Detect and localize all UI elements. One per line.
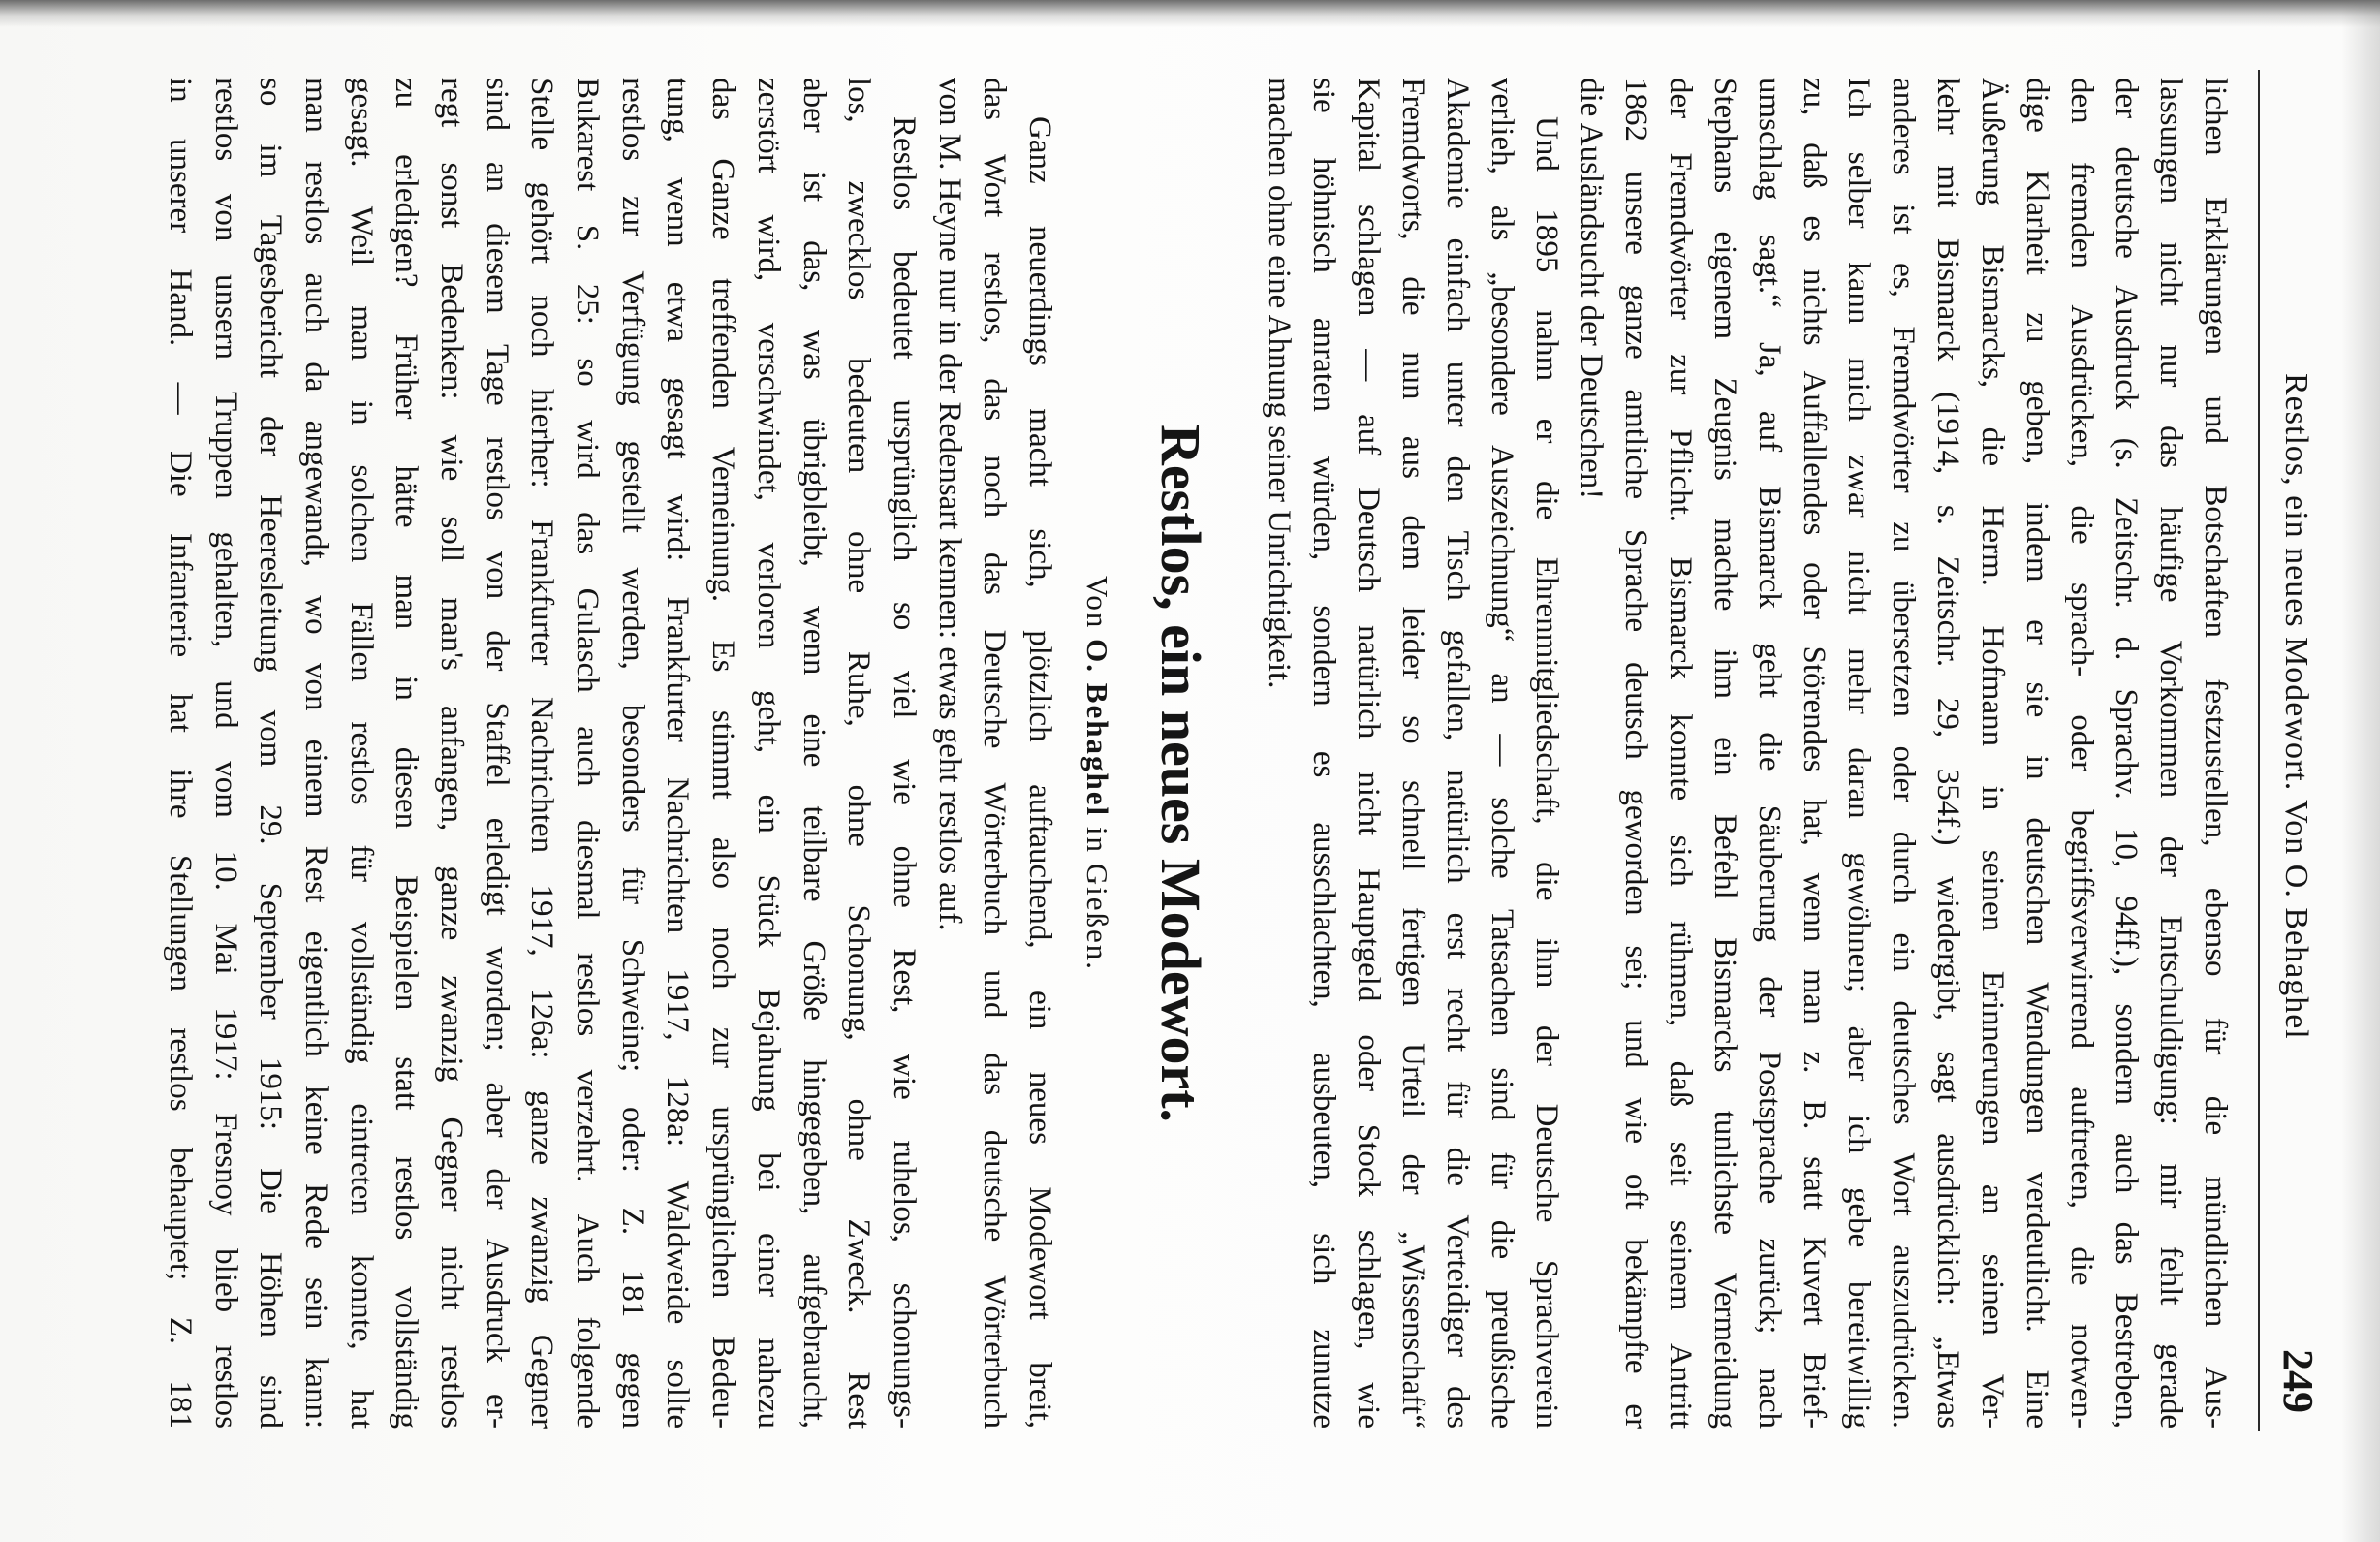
- text-line: restlos zur Verfügung gestellt werden, besonders für Schweine; oder: Z. 181 gegen: [614, 78, 650, 1429]
- byline: [1076, 78, 1118, 1469]
- text-line: lassungen nicht nur das häufige Vorkommen der Entschuldigung: mir fehlt gerade: [2153, 78, 2188, 1429]
- text-line: kehr mit Bismarck (1914, s. Zeitschr. 29, 354f.) wiedergibt, sagt ausdrücklich: „Etwas: [1930, 78, 1965, 1429]
- text-line: der Fremdwörter zur Pflicht. Bismarck konnte sich rühmen, daß seit seinem Antritt: [1663, 78, 1698, 1429]
- text-line: Ganz neuerdings macht sich, plötzlich auftauchend, ein neues Modewort breit,: [1022, 116, 1057, 1429]
- text-line: anderes ist es, Fremdwörter zu übersetzen oder durch ein deutsches Wort auszudrücken.: [1886, 78, 1921, 1429]
- text-line: regt sonst Bedenken: wie soll man's anfangen, ganze zwanzig Gegner nicht restlos: [434, 78, 470, 1429]
- header-rule: [2258, 70, 2260, 1431]
- text-line: Fremdworts, die nun aus dem leider so schnell fertigen Urteil der „Wissenschaft“: [1395, 78, 1430, 1429]
- text-line: aber ist das, was übrigbleibt, wenn eine teilbare Größe hingegeben, aufgebraucht,: [796, 78, 831, 1429]
- text-line: lichen Erklärungen und Botschaften festzustellen, ebenso für die mündlichen Aus-: [2198, 78, 2233, 1429]
- text-line: das Wort restlos, das noch das Deutsche Wörterbuch und das deutsche Wörterbuch: [977, 78, 1013, 1429]
- text-line: Und 1895 nahm er die Ehrenmitgliedschaft, die ihm der Deutsche Sprachverein: [1529, 116, 1564, 1429]
- running-head: Restlos, ein neues Modewort. Von O. Behaghel: [2278, 373, 2314, 1040]
- byline-author: O. Behaghel: [1080, 639, 1114, 818]
- text-line: der deutsche Ausdruck (s. Zeitschr. d. Sprachv. 10, 94ff.), sondern auch das Bestreben,: [2109, 78, 2144, 1429]
- text-line: zu, daß es nichts Auffallendes oder Störendes hat, wenn man z. B. statt Kuvert Brief-: [1797, 78, 1832, 1429]
- text-line: in unserer Hand. — Die Infanterie hat ihre Stellungen restlos behauptet; Z. 181: [162, 78, 198, 1429]
- text-line: machen ohne eine Ahnung seiner Unrichtigkeit.: [1262, 78, 1297, 689]
- article-body: [157, 78, 1062, 1429]
- text-line: das Ganze treffenden Verneinung. Es stimmt also noch zur ursprünglichen Bedeu-: [705, 78, 741, 1429]
- text-line: die Ausländsucht der Deutschen!: [1574, 78, 1609, 500]
- text-line: Bukarest S. 25: so wird das Gulasch auch diesmal restlos verzehrt. Auch folgende: [570, 78, 606, 1429]
- text-line: zerstört wird, verschwindet, verloren geht, ein Stück Bejahung bei einer nahezu: [750, 78, 786, 1429]
- text-line: sie höhnisch anraten würden, sondern es ausschlachten, ausbeuten, sich zunutze: [1306, 78, 1341, 1429]
- text-line: Akademie einfach unter den Tisch gefallen, natürlich erst recht für die Verteidiger des: [1440, 78, 1475, 1429]
- text-line: Stephans eigenem Zeugnis machte ihm ein Befehl Bismarcks tunlichste Vermeidung: [1707, 78, 1742, 1429]
- article-title: Restlos, ein neues Modewort.: [1149, 424, 1212, 1123]
- text-line: sind an diesem Tage restlos von der Staffel erledigt worden; aber der Ausdruck er-: [479, 78, 515, 1429]
- text-line: verlieh, als „besondere Auszeichnung“ an — solche Tatsachen sind für die preußische: [1485, 78, 1519, 1429]
- text-line: Ich selber kann mich zwar nicht mehr daran gewöhnen; aber ich gebe bereitwillig: [1841, 78, 1876, 1429]
- preceding-article-text: [1257, 78, 2238, 1429]
- byline-prefix: Von: [1080, 576, 1114, 630]
- page-number: 249: [2274, 1349, 2322, 1413]
- text-line: 1862 unsere ganze amtliche Sprache deutsch geworden sei; und wie oft bekämpfte er: [1618, 78, 1653, 1429]
- text-line: man restlos auch da angewandt, wo von einem Rest eigentlich keine Rede sein kann:: [298, 78, 333, 1429]
- text-line: los, zwecklos bedeuten ohne Ruhe, ohne Schonung, ohne Zweck. Rest: [841, 78, 877, 1429]
- text-line: so im Tagesbericht der Heeresleitung vom 29. September 1915: Die Höhen sind: [253, 78, 289, 1429]
- text-line: umschlag sagt.“ Ja, auf Bismarck geht die Säuberung der Postsprache zurück; nach: [1752, 78, 1787, 1429]
- text-line: von M. Heyne nur in der Redensart kennen: etwas geht restlos auf.: [931, 78, 967, 931]
- byline-location: in Gießen.: [1080, 826, 1114, 971]
- text-line: dige Klarheit zu geben, indem er sie in deutschen Wendungen verdeutlicht. Eine: [2020, 78, 2054, 1429]
- text-line: Äußerung Bismarcks, die Herm. Hofmann in seinen Erinnerungen an seinen Ver-: [1975, 78, 2010, 1429]
- text-line: tung, wenn etwa gesagt wird: Frankfurter Nachrichten 1917, 128a: Waldweide sollte: [660, 78, 696, 1429]
- text-line: Kapital schlagen — auf Deutsch natürlich nicht Hauptgeld oder Stock schlagen, wie: [1351, 78, 1386, 1429]
- text-line: den fremden Ausdrücken, die sprach- oder begriffsverwirrend auftreten, die notwen-: [2064, 78, 2099, 1429]
- text-line: gesagt. Weil man in solchen Fällen restlos für vollständig eintreten konnte, hat: [343, 78, 379, 1429]
- text-line: Restlos bedeutet ursprünglich so viel wie ohne Rest, wie ruhelos, schonungs-: [886, 116, 922, 1429]
- text-line: Stelle gehört noch hierher: Frankfurter Nachrichten 1917, 126a: ganze zwanzig Gegner: [524, 78, 560, 1429]
- text-line: zu erledigen? Früher hätte man in diesen Beispielen statt restlos vollständig: [389, 78, 424, 1429]
- text-line: restlos von unsern Truppen gehalten, und vom 10. Mai 1917: Fresnoy blieb restlos: [207, 78, 243, 1429]
